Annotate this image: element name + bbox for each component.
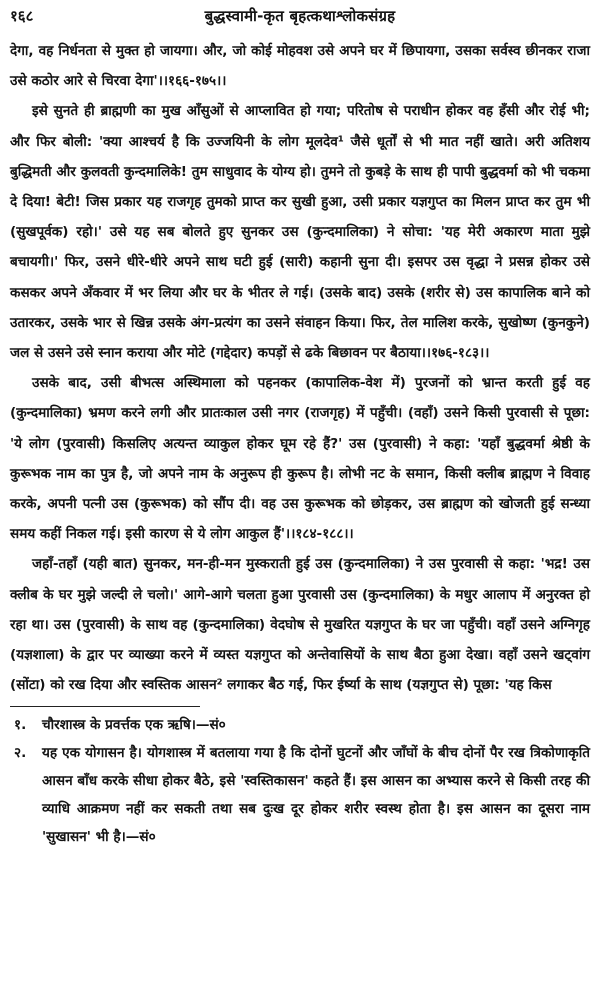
- footnote-text: चौरशास्त्र के प्रवर्त्तक एक ऋषि।—सं०: [42, 717, 226, 734]
- paragraph: जहाँ-तहाँ (यही बात) सुनकर, मन-ही-मन मुस्कराती हुई उस (कुन्दमालिका) ने उस पुरवासी से कहा: 'भद्र! उस क्लीब के घर मुझे जल्दी ले चलो।' आगे-आगे चलता हुआ पुरवासी उस (कुन्दमालिका) के मधुर आलाप में अनुरक्त हो रहा था। उस (पुरवासी) के साथ वह (कुन्दमालिका) वेदघोष से मुखरित यज्ञगुप्त के घर जा पहुँची। वहाँ उसने अग्निगृह (यज्ञशाला) के द्वार पर व्याख्या करने में व्यस्त यज्ञगुप्त को अन्तेवासियों के साथ बैठा हुआ देखा। वहाँ उसने खट्वांग (सोंटा) को रख दिया और स्वस्तिक आसन² लगाकर बैठ गई, फिर ईर्ष्या के साथ (यज्ञगुप्त से) पूछा: 'यह किस: [10, 556, 590, 694]
- page-number: १६८: [10, 7, 34, 25]
- paragraph: उसके बाद, उसी बीभत्स अस्थिमाला को पहनकर (कापालिक-वेश में) पुरजनों को भ्रान्त करती हुई वह (कुन्दमालिका) भ्रमण करने लगी और प्रातःकाल उसी नगर (राजगृह) में पहुँची। (वहाँ) उसने किसी पुरवासी से पूछा: 'ये लोग (पुरवासी) किसलिए अत्यन्त व्याकुल होकर घूम रहे हैं?' उस (पुरवासी) ने कहा: 'यहाँ बुद्धवर्मा श्रेष्ठी के कुरूभक नाम का पुत्र है, जो अपने नाम के अनुरूप ही कुरूप है। लोभी नट के समान, किसी क्लीब ब्राह्मण ने विवाह करके, अपनी पत्नी उस (कुरूभक) को सौंप दी। वह उस कुरूभक को छोड़कर, उस ब्राह्मण को खोजती हुई सन्ध्या समय कहीं निकल गई। इसी कारण से ये लोग आकुल हैं'।।१८४-१८८।।: [10, 375, 590, 543]
- running-head: [10, 6, 590, 30]
- running-title: बुद्धस्वामी-कृत बृहत्कथाश्लोकसंग्रह: [204, 7, 396, 25]
- footnotes: [10, 711, 590, 851]
- paragraph: इसे सुनते ही ब्राह्मणी का मुख आँसुओं से आप्लावित हो गया; परितोष से पराधीन होकर वह हँसी और रोई भी; और फिर बोली: 'क्या आश्चर्य है कि उज्जयिनी के लोग मूलदेव¹ जैसे धूर्तों से भी मात नहीं खाते। अरी अतिशय बुद्धिमती और कुलवती कुन्दमालिके! तुम साधुवाद के योग्य हो। तुमने तो कुबड़े के साथ ही पापी बुद्धवर्मा को भी चकमा दे दिया! बेटी! जिस प्रकार यह राजगृह तुमको प्राप्त कर सुखी हुआ, उसी प्रकार यज्ञगुप्त का मिलन प्राप्त कर तुम भी (सुखपूर्वक) रहो।' उसे यह सब बोलते हुए सुनकर उस (कुन्दमालिका) ने सोचा: 'यह मेरी अकारण माता मुझे बचायगी।' फिर, उसने धीरे-धीरे अपने साथ घटी हुई (सारी) कहानी सुना दी। इसपर उस वृद्धा ने प्रसन्न होकर उसे कसकर अपने अँकवार में भर लिया और घर के भीतर ले गई। (उसके बाद) उसके (शरीर से) उस कापालिक बाने को उतारकर, उसके भार से खिन्न उसके अंग-प्रत्यंग का उसने संवाहन किया। फिर, तेल मालिश करके, सुखोष्ण (कुनकुने) जल से उसने उसे स्नान कराया और मोटे (गद्देदार) कपड़ों से ढके बिछावन पर बैठाया।।१७६-१८३।।: [10, 103, 590, 362]
- paragraph: देगा, वह निर्धनता से मुक्त हो जायगा। और, जो कोई मोहवश उसे अपने घर में छिपायगा, उसका सर्वस्व छीनकर राजा उसे कठोर आरे से चिरवा देगा'।।१६६-१७५।।: [10, 43, 590, 90]
- footnote-item: [10, 739, 590, 851]
- footnote-divider: [10, 706, 200, 707]
- footnote-number: २.: [14, 745, 27, 762]
- footnote-text: यह एक योगासन है। योगशास्त्र में बतलाया गया है कि दोनों घुटनों और जाँघों के बीच दोनों पैर रख त्रिकोणाकृति आसन बाँध करके सीधा होकर बैठे, इसे 'स्वस्तिकासन' कहते हैं। इस आसन का अभ्यास करने से किसी तरह की व्याधि आक्रमण नहीं कर सकती तथा सब दुःख दूर होकर शरीर स्वस्थ होता है। इस आसन का दूसरा नाम 'सुखासन' भी है।—सं०: [42, 745, 590, 846]
- footnote-item: [10, 711, 590, 739]
- main-text: [10, 36, 590, 700]
- footnote-number: १.: [14, 717, 27, 734]
